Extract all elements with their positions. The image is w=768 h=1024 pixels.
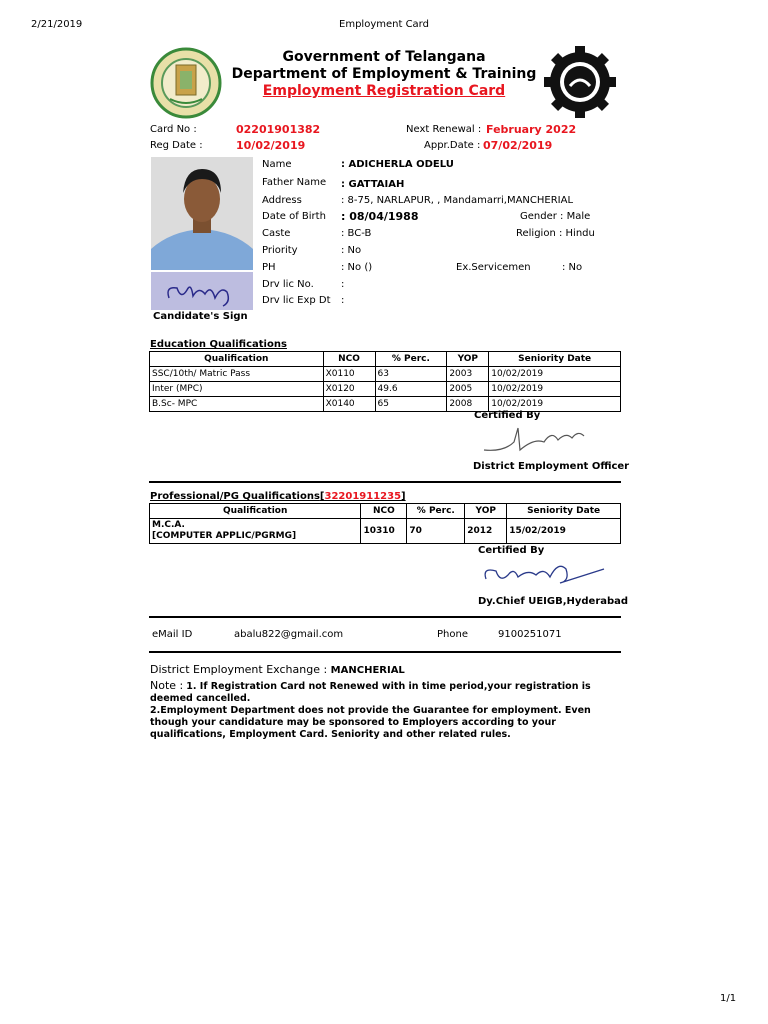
education-table [149, 351, 621, 412]
reg-date-value: 10/02/2019 [236, 139, 306, 152]
table-cell: 63 [375, 367, 447, 382]
drv-lic-exp-value: : [341, 295, 345, 306]
table-cell: 10310 [361, 519, 407, 544]
renewal-value: February 2022 [486, 123, 577, 136]
district-employment-officer: District Employment Officer [473, 461, 630, 472]
appr-date-value: 07/02/2019 [483, 139, 553, 152]
table-row [150, 382, 621, 397]
note-block [150, 680, 610, 741]
professional-col-yop: YOP [465, 504, 507, 519]
candidate-sign-label: Candidate's Sign [153, 311, 248, 322]
note-1: 1. If Registration Card not Renewed with in time period,your registration is deemed cancelled. [150, 681, 591, 704]
heading-card-title: Employment Registration Card [262, 83, 506, 99]
table-cell: M.C.A. [COMPUTER APPLIC/PGRMG] [150, 519, 361, 544]
drv-lic-value: : [341, 279, 345, 290]
email-label: eMail ID [152, 629, 193, 640]
father-label: Father Name [262, 177, 327, 188]
renewal-label: Next Renewal : [406, 124, 482, 135]
education-col-yop: YOP [447, 352, 489, 367]
card-no-label: Card No : [150, 124, 197, 135]
education-header-row [150, 352, 621, 367]
email-value: abalu822@gmail.com [234, 629, 344, 640]
print-date: 2/21/2019 [31, 19, 83, 30]
section-divider [149, 481, 621, 483]
card-no-value: 02201901382 [236, 123, 321, 136]
table-row [150, 519, 621, 544]
priority-label: Priority [262, 245, 298, 256]
table-cell: 2003 [447, 367, 489, 382]
table-cell: B.Sc- MPC [150, 397, 324, 412]
exchange-label: District Employment Exchange : [150, 663, 328, 676]
professional-title: Professional/PG Qualifications[32201911235] [150, 491, 406, 502]
dob-label: Date of Birth [262, 211, 326, 222]
table-cell: 15/02/2019 [507, 519, 621, 544]
note-2: 2.Employment Department does not provide the Guarantee for employment. Even though your candidature may be sponsored to Employers according to your qualifications, Employment Card. Seniority and other related rules. [150, 705, 591, 740]
page-number: 1/1 [720, 993, 737, 1004]
address-value: : 8-75, NARLAPUR, , Mandamarri,MANCHERIAL [341, 195, 574, 206]
heading-government: Government of Telangana [282, 49, 486, 65]
table-row [150, 367, 621, 382]
education-col-perc: % Perc. [375, 352, 447, 367]
table-cell: SSC/10th/ Matric Pass [150, 367, 324, 382]
professional-certified-by: Certified By [478, 545, 545, 556]
professional-col-perc: % Perc. [407, 504, 465, 519]
education-title: Education Qualifications [150, 339, 287, 350]
name-value: : ADICHERLA ODELU [341, 159, 454, 170]
table-cell: 2008 [447, 397, 489, 412]
religion-value: Religion : Hindu [516, 228, 595, 239]
section-divider [149, 651, 621, 653]
education-certified-by: Certified By [474, 410, 541, 421]
exchange-value: MANCHERIAL [330, 665, 405, 676]
table-cell: 2012 [465, 519, 507, 544]
name-label: Name [262, 159, 292, 170]
phone-value: 9100251071 [498, 629, 562, 640]
ph-value: : No () [341, 262, 373, 273]
gender-value: Gender : Male [520, 211, 591, 222]
table-cell: X0140 [323, 397, 375, 412]
professional-col-seniority: Seniority Date [507, 504, 621, 519]
father-value: : GATTAIAH [341, 179, 405, 190]
table-cell: X0120 [323, 382, 375, 397]
education-col-qualification: Qualification [150, 352, 324, 367]
table-cell: 70 [407, 519, 465, 544]
appr-date-label: Appr.Date : [424, 140, 481, 151]
table-cell: Inter (MPC) [150, 382, 324, 397]
note-label: Note : [150, 679, 184, 692]
table-cell: 2005 [447, 382, 489, 397]
table-cell: 10/02/2019 [489, 382, 621, 397]
professional-header-row [150, 504, 621, 519]
dy-chief-signature-image [478, 555, 610, 595]
professional-col-qualification: Qualification [150, 504, 361, 519]
table-row [150, 397, 621, 412]
print-title: Employment Card [339, 19, 429, 30]
candidate-photo [151, 157, 253, 270]
exchange-line [150, 663, 405, 676]
caste-label: Caste [262, 228, 291, 239]
table-cell: 10/02/2019 [489, 397, 621, 412]
address-label: Address [262, 195, 302, 206]
candidate-signature-image [151, 272, 253, 310]
caste-value: : BC-B [341, 228, 372, 239]
table-cell: 10/02/2019 [489, 367, 621, 382]
drv-lic-exp-label: Drv lic Exp Dt [262, 295, 331, 306]
section-divider [149, 616, 621, 618]
dob-value: : 08/04/1988 [341, 210, 419, 223]
table-cell: 49.6 [375, 382, 447, 397]
dy-chief-ueigb: Dy.Chief UEIGB,Hyderabad [478, 596, 629, 607]
ex-servicemen-label: Ex.Servicemen [456, 262, 531, 273]
phone-label: Phone [437, 629, 468, 640]
table-cell: 65 [375, 397, 447, 412]
heading-department: Department of Employment & Training [231, 66, 537, 82]
professional-code: 32201911235 [324, 491, 402, 502]
drv-lic-label: Drv lic No. [262, 279, 314, 290]
priority-value: : No [341, 245, 362, 256]
reg-date-label: Reg Date : [150, 140, 203, 151]
table-cell: X0110 [323, 367, 375, 382]
officer-signature-image [474, 420, 606, 460]
ph-label: PH [262, 262, 276, 273]
professional-table [149, 503, 621, 544]
education-col-seniority: Seniority Date [489, 352, 621, 367]
professional-col-nco: NCO [361, 504, 407, 519]
education-col-nco: NCO [323, 352, 375, 367]
ex-servicemen-value: : No [562, 262, 583, 273]
